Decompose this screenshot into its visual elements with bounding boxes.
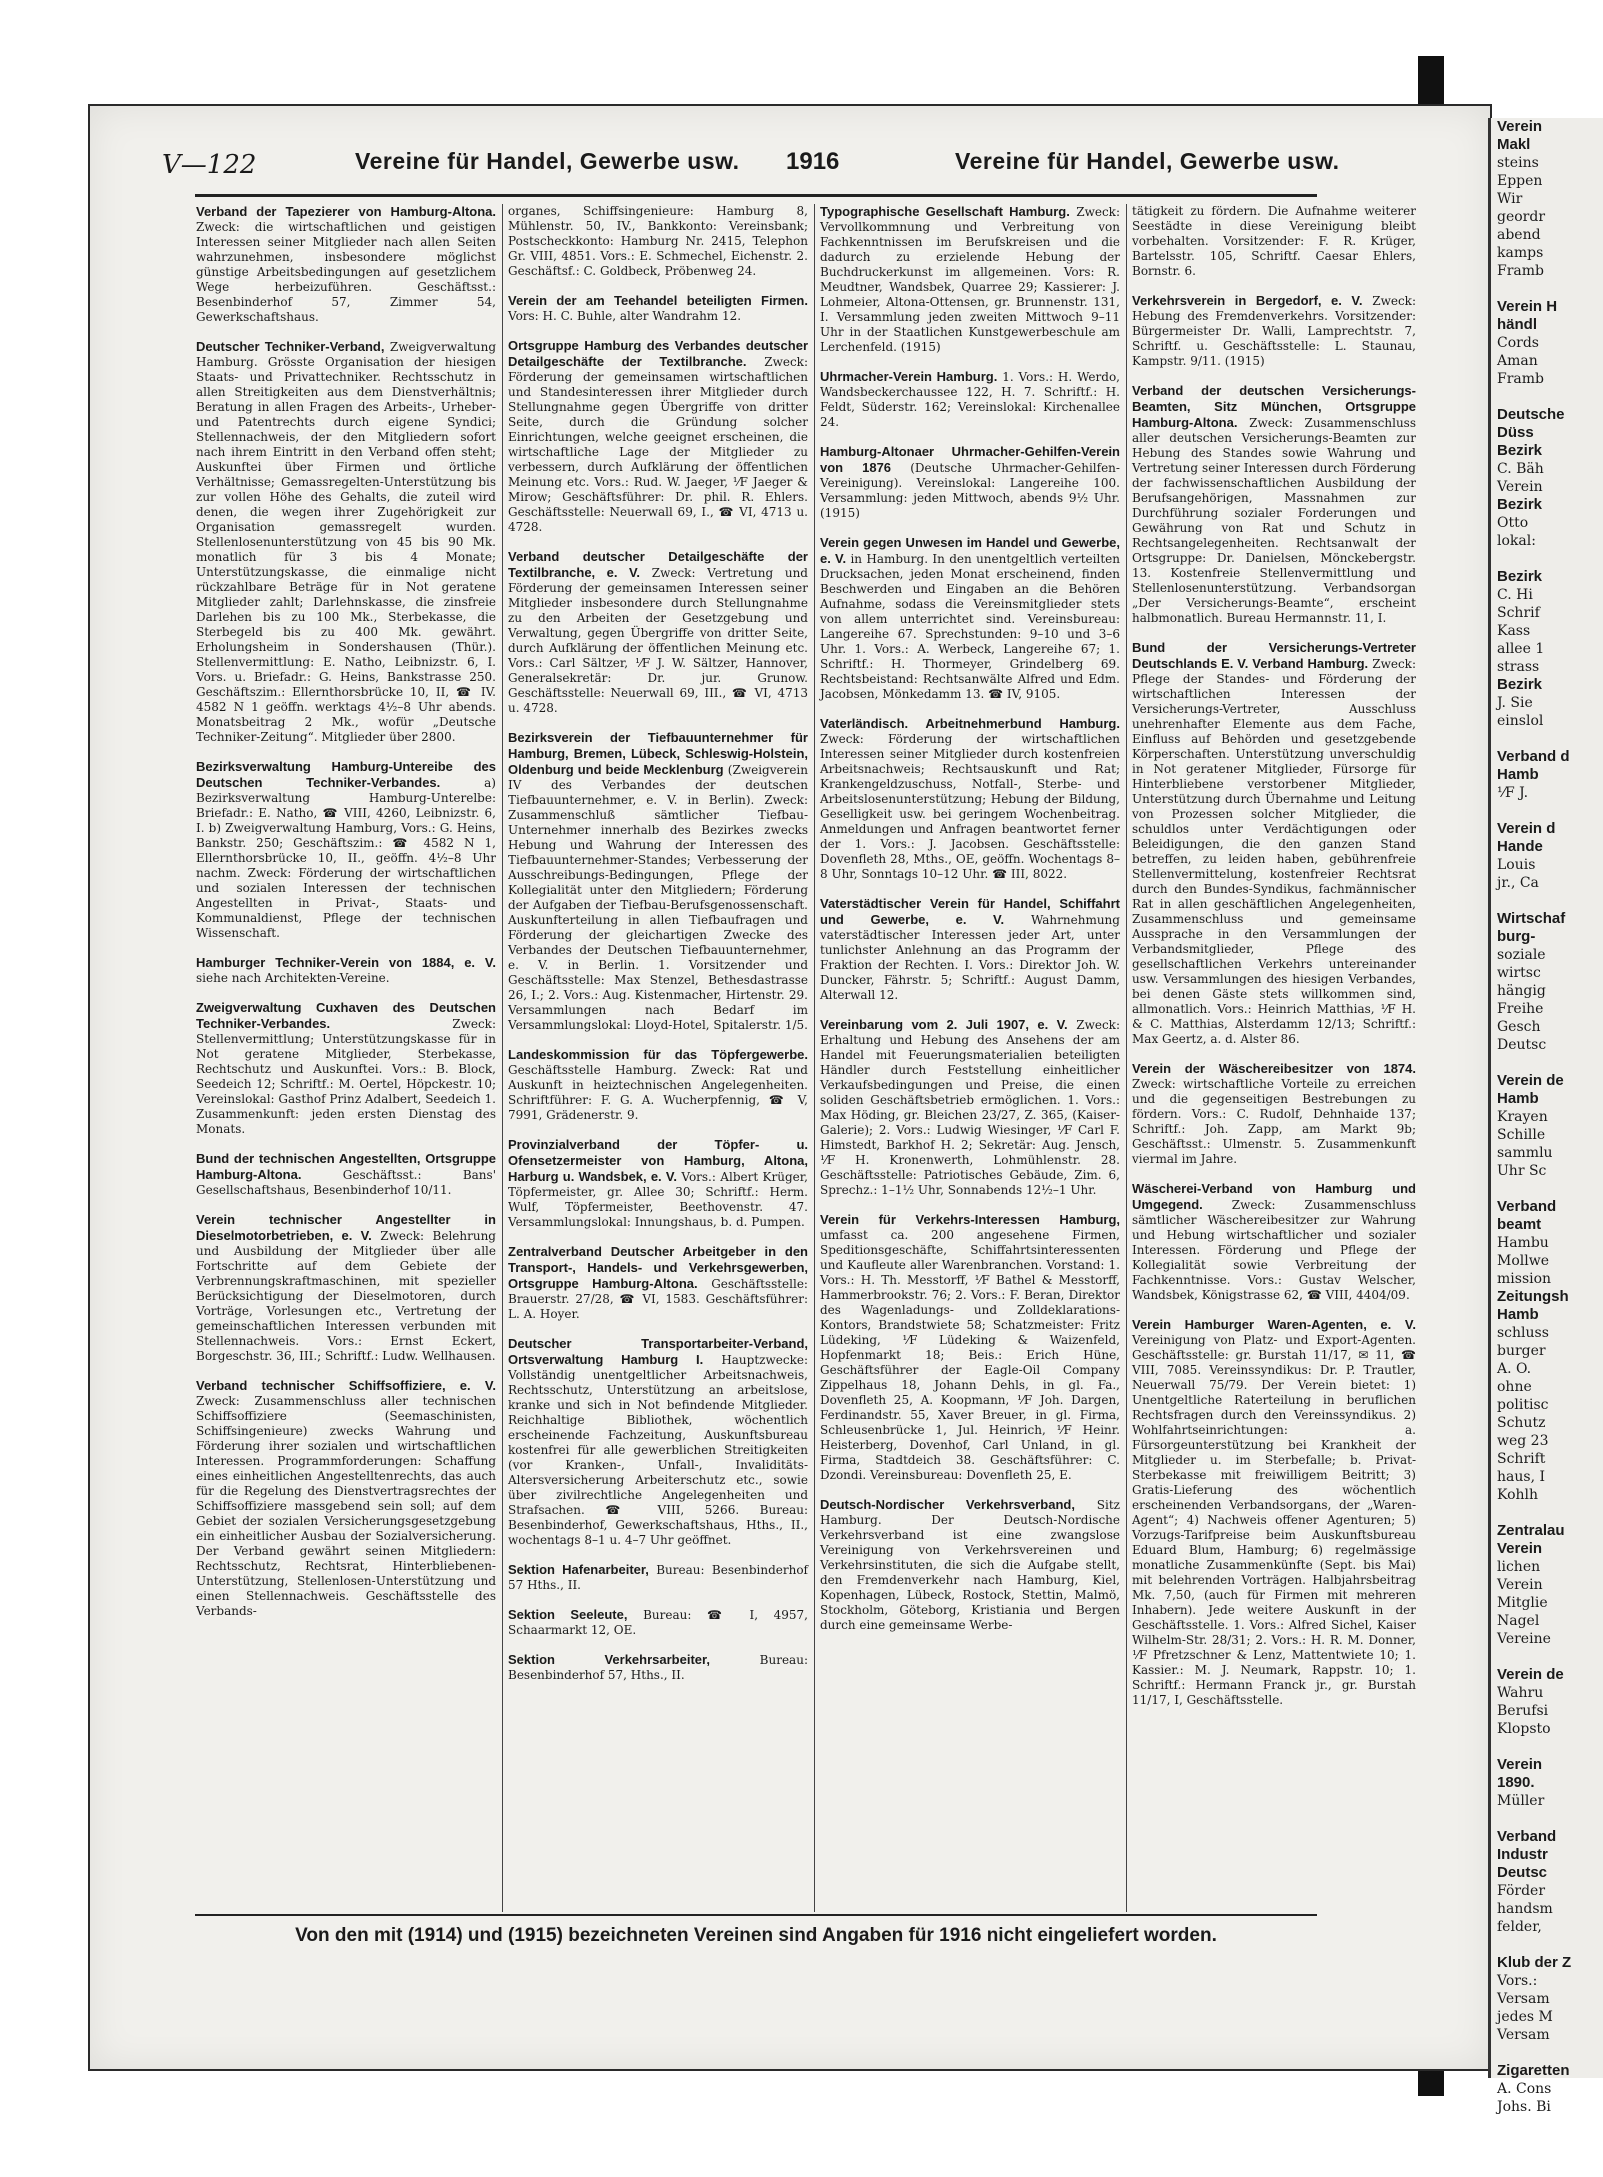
entry-text [508, 1137, 808, 1230]
entry-text [1132, 204, 1416, 279]
facing-page-line: Düss [1497, 424, 1534, 441]
entry-body: organes, Schiffsingenieure: Hamburg 8, Mühlenstr. 50, IV., Bankkonto: Vereinsbank; Postscheckkonto: Hamburg Nr. 2415, Telephon Gr. VIII, 4851. Vors.: E. Schmechel, Eichenstr. 2. Geschäftsf.: C. Goldbeck, Pröbenweg 24. [508, 204, 808, 278]
facing-page-line: Deutsc [1497, 1037, 1547, 1053]
directory-entry [1132, 1181, 1416, 1303]
facing-page-line: A. Cons [1497, 2081, 1552, 2097]
facing-page-line: Verein de [1497, 1072, 1564, 1089]
facing-page-line: strass [1497, 659, 1540, 675]
entry-title: Bezirksverwaltung Hamburg-Untereibe des Deutschen Techniker-Verbandes. [196, 759, 496, 790]
facing-page-line: Uhr Sc [1497, 1163, 1547, 1179]
facing-page-line: Zigaretten [1497, 2062, 1570, 2079]
facing-page-line: Schille [1497, 1127, 1546, 1143]
facing-page-line: Cords [1497, 335, 1539, 351]
page-number: V—122 [162, 150, 257, 180]
entry-text [196, 1000, 496, 1137]
facing-page-line: händl [1497, 316, 1537, 333]
facing-page-line: C. Bäh [1497, 461, 1544, 477]
entry-title: Verein technischer Angestellter in Dieselmotorbetrieben, e. V. [196, 1212, 496, 1243]
footer-note: Von den mit (1914) und (1915) bezeichneten Vereinen sind Angaben für 1916 nicht eingeliefert worden. [295, 1925, 1217, 1946]
entry-text [1132, 383, 1416, 626]
facing-page-line: jr., Ca [1497, 875, 1539, 891]
facing-page-line: Schrif [1497, 605, 1540, 621]
page-year: 1916 [786, 148, 840, 175]
facing-page-line: Hamb [1497, 1090, 1539, 1107]
facing-page-line: Verein [1497, 1756, 1543, 1773]
directory-entry [1132, 1317, 1416, 1708]
facing-page-line: einslol [1497, 713, 1544, 729]
facing-page-line [1491, 1648, 1603, 1666]
facing-page-line: Zentralau [1497, 1522, 1565, 1539]
facing-page-line: Nagel [1497, 1613, 1540, 1629]
facing-page-line: Kohlh [1497, 1487, 1539, 1503]
running-title-left: Vereine für Handel, Gewerbe usw. [355, 148, 740, 174]
facing-page-line: J. Sie [1497, 695, 1533, 711]
entry-text [820, 1212, 1120, 1483]
entry-body: Zweck: Vertretung und Förderung der gemeinsamen Interessen seiner Mitglieder insbesondere durch Stellungnahme zu den Arbeiten der Gesetzgebung und Verwaltung, gegen Übergriffe von dritter Seite, durch Aufklärung der öffentlichen Meinung etc. Vors.: Carl Sältzer, ⅟F J. W. Sältzer, Hannover, Generalsekretär: Dr. jur. Grunow. Geschäftsstelle: Neuerwall 69, III., ☎ VI, 4713 u. 4728. [508, 566, 808, 715]
facing-page-line: Verband [1497, 1828, 1557, 1845]
facing-page-line: ⅟F J. [1497, 785, 1529, 801]
entry-title: Hamburg-Altonaer Uhrmacher-Gehilfen-Verein von 1876 [820, 444, 1120, 475]
entry-body: Zweck: wirtschaftliche Vorteile zu erreichen und die gegenseitigen Bestrebungen zu fördern. Vors.: C. Rudolf, Dehnhaide 137; Schriftf.: Joh. Zapp, am Markt 9b; Geschäftsst.: Ulmenstr. 5. Zusammenkunft viermal im Jahre. [1132, 1077, 1416, 1166]
directory-entry [820, 369, 1120, 430]
facing-page-line: Versam [1497, 2027, 1550, 2043]
facing-page-line: ohne [1497, 1379, 1532, 1395]
column-divider [1126, 204, 1127, 1912]
facing-page-line: Deutsche [1497, 406, 1565, 423]
directory-entry [196, 759, 496, 941]
entry-body: Geschäftsst.: Bans' Gesellschaftshaus, Besenbinderhof 10/11. [196, 1168, 496, 1197]
entry-title: Provinzialverband der Töpfer- u. Ofensetzermeister von Hamburg, Altona, Harburg u. Wandsbek, e. V. [508, 1137, 808, 1184]
facing-page-line: Kass [1497, 623, 1531, 639]
entry-text [820, 1017, 1120, 1198]
entry-body: in Hamburg. In den unentgeltlich verteilten Drucksachen, jeden Monat erscheinend, finden Beschwerden und Eingaben an die Behören Aufnahme, sodass die Vereinsmitglieder stets von allem unterrichtet sind. Vereinsbureau: Langereihe 67. Sprechstunden: 9–10 und 3–6 Uhr. 1. Vors.: A. Werbeck, Langereihe 67; 1. Schriftf.: H. Thormeyer, Grindelberg 69. Rechtsbeistand: Rechtsanwälte Alfred und Edm. Jacobsen, Mönkedamm 13. ☎ IV, 9105. [820, 552, 1120, 701]
directory-entry [820, 896, 1120, 1003]
facing-page-line: Bezirk [1497, 496, 1543, 513]
entry-body: Zweck: Belehrung und Ausbildung der Mitglieder über alle Fortschritte auf dem Gebiete der Verbrennungskraftmaschinen, mit spezieller Berücksichtigung der Dieselmotoren, durch Vorträge, Vorlesungen etc., Vertretung der gemeinschaftlichen Interessen verbunden mit Stellennachweis. Vors.: Ernst Eckert, Borgeschstr. 36, III.; Schriftf.: Ludw. Wellhausen. [196, 1229, 496, 1363]
entry-title: Deutsch-Nordischer Verkehrsverband, [820, 1497, 1075, 1512]
facing-page-line: burger [1497, 1343, 1546, 1359]
facing-page-line: felder, [1497, 1919, 1542, 1935]
facing-page-line [1491, 730, 1603, 748]
entry-title: Sektion Verkehrsarbeiter, [508, 1652, 710, 1667]
facing-page-line: beamt [1497, 1216, 1542, 1233]
entry-title: Verband der deutschen Versicherungs-Beamten, Sitz München, Ortsgruppe Hamburg-Altona. [1132, 383, 1416, 430]
entry-body: Zweck: die wirtschaftlichen und geistigen Interessen seiner Mitglieder nach allen Seiten wahrzunehmen, insbesondere möglichst günstige Arbeitsbedingungen auf gesetzlichem Wege herbeizuführen. Geschäftsst.: Besenbinderhof 57, Zimmer 54, Gewerkschaftshaus. [196, 220, 496, 324]
facing-page-line: soziale [1497, 947, 1546, 963]
facing-page-line [1491, 1180, 1603, 1198]
facing-page-line: Bezirk [1497, 442, 1543, 459]
entry-text [508, 1047, 808, 1123]
directory-entry [196, 1000, 496, 1137]
facing-page-line: handsm [1497, 1901, 1553, 1917]
facing-page-line: Schutz [1497, 1415, 1546, 1431]
facing-page-line: jedes M [1497, 2009, 1553, 2025]
entry-body: (Zweigverein IV des Verbandes der deutschen Tiefbauunternehmer, e. V. in Berlin). Zweck: Zusammenschluß sämtlicher Tiefbau-Unternehmer innerhalb des Bezirkes zwecks Hebung und Wahrung der Interessen des Tiefbauunternehmer-Standes; Verbesserung der Ausschreibungs-Bedingungen, Pflege der Kollegialität unter den Mitgliedern; Förderung der Aufgaben der Tiefbau-Berufsgenossenschaft. Auskunfterteilung in allen Tiefbaufragen und Förderung der gleichartigen Zwecke des Verbandes der Deutschen Tiefbauunternehmer, e. V. in Berlin. 1. Vorsitzender und Geschäftsstelle: Max Stenzel, Bethesdastrasse 26, I.; 2. Vors.: Aug. Kistenmacher, Hirtenstr. 29. Versammlungen nach Bedarf im Versammlungslokal: Lloyd-Hotel, Spitalerstr. 1/5. [508, 763, 808, 1032]
directory-entry [1132, 204, 1416, 279]
entry-text [196, 1378, 496, 1619]
directory-entry [508, 730, 808, 1033]
directory-entry [508, 1562, 808, 1593]
facing-page-line: Verein [1497, 118, 1543, 135]
entry-text [820, 716, 1120, 882]
directory-entry [1132, 640, 1416, 1047]
entry-title: Vaterländisch. Arbeitnehmerbund Hamburg. [820, 716, 1120, 731]
directory-entry [508, 1047, 808, 1123]
facing-page-line: Krayen [1497, 1109, 1548, 1125]
entry-text [820, 204, 1120, 355]
entry-title: Deutscher Techniker-Verband, [196, 339, 385, 354]
facing-page-line: Klopsto [1497, 1721, 1551, 1737]
entry-title: Vaterstädtischer Verein für Handel, Schiffahrt und Gewerbe, e. V. [820, 896, 1120, 927]
entry-title: Vereinbarung vom 2. Juli 1907, e. V. [820, 1017, 1068, 1032]
facing-page-line: weg 23 [1497, 1433, 1549, 1449]
entry-title: Uhrmacher-Verein Hamburg. [820, 369, 998, 384]
entry-title: Typographische Gesellschaft Hamburg. [820, 204, 1070, 219]
entry-title: Bund der Versicherungs-Vertreter Deutschlands E. V. Verband Hamburg. [1132, 640, 1416, 671]
facing-page-line: Verband d [1497, 748, 1570, 765]
entry-text [508, 1607, 808, 1638]
entry-body: Zweck: Zusammenschluss aller deutschen Versicherungs-Beamten zur Hebung des Standes sowie Wahrung und Vertretung seiner Interessen durch Förderung der fachwissenschaftlichen Ausbildung der Berufsangehörigen, Massnahmen zur Durchführung sozialer Forderungen und Gewährung von Rat und Schutz in Rechtsangelegenheiten. Rechtsanwalt der Ortsgruppe: Dr. Danielsen, Mönckebergstr. 13. Kostenfreie Stellenvermittlung und Stellenlosenunterstützung. Verbandsorgan „Der Versicherungs-Beamte“, erscheint halbmonatlich. Bureau Hermannstr. 11, I. [1132, 416, 1416, 625]
entry-body: umfasst ca. 200 angesehene Firmen, Speditionsgeschäfte, Schiffahrtsinteressenten und Kaufleute aller Warenbranchen. Vorstand: 1. Vors.: H. Th. Messtorff, ⅟F Bathel & Messtorff, Hammerbrookstr. 76; 2. Vors.: F. Beran, Direktor des Wagenladungs- und Zolldeklarations-Kontors, Brandstwiete 58; Schatzmeister: Fritz Lüdeking, ⅟F Lüdeking & Waizenfeld, Hopfenmarkt 18; Beis.: Erich Hüne, Geschäftsführer der Eagle-Oil Company Zippelhaus 18, Johann Dehls, in gl. Fa., Dovenfleth 25, A. Koopmann, ⅟F Joh. Dargen, Ferdinandstr. 55, Xaver Breuer, in gl. Firma, Schleusenbrücke 1, Jul. Heinrich, ⅟F Heinr. Heisterberg, Dovenhof, Carl Unland, in gl. Firma, Stadtdeich 38. Geschäftsführer: C. Dzondi. Vereinsbureau: Dovenfleth 25, E. [820, 1228, 1120, 1482]
facing-page-line: Verband [1497, 1198, 1557, 1215]
facing-page-line: Makl [1497, 136, 1531, 153]
facing-page-line [1491, 1810, 1603, 1828]
directory-entry [508, 549, 808, 716]
entry-title: Verband deutscher Detailgeschäfte der Textilbranche, e. V. [508, 549, 808, 580]
entry-body: Zweck: Vervollkommnung und Verbreitung von Fachkenntnissen im Berufskreisen und die dadurch zu erzielende Hebung der Buchdruckerkunst im allgemeinen. Vors: R. Meudtner, Wandsbek, Quarree 29; Kassierer: J. Lohmeier, Altona-Ottensen, gr. Brunnenstr. 131, I. Versammlung jeden zweiten Mittwoch 9–11 Uhr in der Staatlichen Kunstgewerbeschule am Lerchenfeld. (1915) [820, 205, 1120, 354]
facing-page-line: Industr [1497, 1846, 1548, 1863]
facing-page-line [1491, 1054, 1603, 1072]
facing-page-line: Wirtschaf [1497, 910, 1566, 927]
directory-entry [508, 338, 808, 535]
entry-title: Deutscher Transportarbeiter-Verband, Ortsverwaltung Hamburg I. [508, 1336, 808, 1367]
facing-page-line: politisc [1497, 1397, 1549, 1413]
facing-page-line: kamps [1497, 245, 1544, 261]
entry-title: Bund der technischen Angestellten, Ortsgruppe Hamburg-Altona. [196, 1151, 496, 1182]
entry-title: Sektion Seeleute, [508, 1607, 628, 1622]
facing-page-line: Hambu [1497, 1235, 1549, 1251]
entry-text [508, 338, 808, 535]
entry-body: Zweck: Zusammenschluss sämtlicher Wäschereibesitzer zur Wahrung und Hebung wirtschaftlicher und sozialer Interessen. Förderung und Pflege der Kollegialität sowie Verbreitung der Fachkenntnisse. Vors.: Gustav Welscher, Wandsbek, Königstrasse 62, ☎ VIII, 4404/09. [1132, 1198, 1416, 1302]
entry-text [820, 1497, 1120, 1633]
entry-text [820, 535, 1120, 702]
facing-page-line: Otto [1497, 515, 1529, 531]
entry-text [820, 444, 1120, 521]
entry-body: Zweck: Stellenvermittlung; Unterstützungskasse für in Not geratene Mitglieder, Sterbekasse, Rechtschutz und Auskunftei. Vors.: B. Block, Seedeich 12; Schriftf.: M. Oertel, Höpckestr. 10; Vereinslokal: Gasthof Prinz Adalbert, Seedeich 1. Zusammenkunft: jeden ersten Dienstag des Monats. [196, 1017, 496, 1136]
entry-body: tätigkeit zu fördern. Die Aufnahme weiterer Seestädte in diese Vereinigung bleibt vorbehalten. Vorsitzender: F. R. Krüger, Bartelsstr. 105, Schriftf. Caesar Ehlers, Bornstr. 6. [1132, 204, 1416, 278]
entry-body: Vors: H. C. Buhle, alter Wandrahm 12. [508, 309, 742, 323]
facing-page-line: abend [1497, 227, 1541, 243]
entry-title: Verein der am Teehandel beteiligten Firmen. [508, 293, 808, 308]
column-divider [814, 204, 815, 1912]
entry-text [820, 896, 1120, 1003]
entry-body: a) Bezirksverwaltung Hamburg-Unterelbe: Briefadr.: E. Natho, ☎ VIII, 4260, Leibnizstr. 6, I. b) Zweigverwaltung Hamburg, Vors.: G. Heins, Bankstr. 250; Geschäftszim.: ☎ 4582 N 1, Ellernthorsbrücke 10, II., geöffn. 4½–8 Uhr nachm. Zweck: Förderung der wirtschaftlichen und sozialen Interessen der technischen Angestellten in Privat-, Staats- und Kommunaldienst, Pflege der technischen Wissenschaft. [196, 776, 496, 940]
facing-page-line [1491, 1936, 1603, 1954]
entry-body: Bureau: Besenbinderhof 57, Hths., II. [508, 1653, 808, 1682]
facing-page-line: Aman [1497, 353, 1538, 369]
directory-entry [820, 716, 1120, 882]
facing-page-line: wirtsc [1497, 965, 1541, 981]
entry-title: Verein für Verkehrs-Interessen Hamburg, [820, 1212, 1120, 1227]
entry-body: Zweck: Förderung der gemeinsamen wirtschaftlichen und Standesinteressen ihrer Mitglieder durch Stellungnahme gegen Übergriffe von dritter Seite, durch die Gründung solcher Einrichtungen, welche geeignet erscheinen, die wirtschaftliche Lage der Mitglieder zu verbessern, durch Aufklärung der öffentlichen Meinung etc. Vors.: Rud. W. Jaeger, ⅟F Jaeger & Mirow; Geschäftsführer: Dr. phil. R. Ehlers. Geschäftsstelle: Neuerwall 69, I., ☎ VI, 4713 u. 4728. [508, 355, 808, 534]
entry-text [196, 204, 496, 325]
entry-title: Verein Hamburger Waren-Agenten, e. V. [1132, 1317, 1416, 1332]
facing-page-line: Verein de [1497, 1666, 1564, 1683]
entry-title: Zweigverwaltung Cuxhaven des Deutschen Techniker-Verbandes. [196, 1000, 496, 1031]
entry-text [1132, 1181, 1416, 1303]
facing-page-line: A. O. [1497, 1361, 1532, 1377]
text-column-4 [1132, 204, 1416, 1910]
text-column-2 [508, 204, 808, 1910]
facing-page-line: Bezirk [1497, 568, 1543, 585]
entry-text [1132, 1317, 1416, 1708]
facing-page-line: Johs. Bi [1497, 2099, 1551, 2115]
entry-title: Verband der Tapezierer von Hamburg-Altona. [196, 204, 496, 219]
facing-page-line [1491, 280, 1603, 298]
facing-page-line: Freihe [1497, 1001, 1544, 1017]
entry-text [196, 339, 496, 745]
entry-text [508, 730, 808, 1033]
entry-title: Zentralverband Deutscher Arbeitgeber in den Transport-, Handels- und Verkehrsgewerben, Ortsgruppe Hamburg-Altona. [508, 1244, 808, 1291]
entry-body: Zweck: Förderung der wirtschaftlichen Interessen seiner Mitglieder durch kostenfreien Arbeitsnachweis; Rechtsauskunft und Rat; Krankengeldzuschuss, Notfall-, Sterbe- und Arbeitslosenunterstützung; Hebung der Bildung, Geselligkeit usw. bei geringem Wochenbeitrag. Anmeldungen und Anfragen beantwortet ferner der 1. Vors.: J. Jacobsen. Geschäftsstelle: Dovenfleth 28, Mths., OE, geöffn. Wochentags 8–8 Uhr, Sonntags 10–12 Uhr. ☎ III, 8022. [820, 732, 1120, 881]
entry-text [508, 293, 808, 324]
directory-entry [196, 1151, 496, 1198]
directory-entry [196, 204, 496, 325]
text-column-1 [196, 204, 496, 1910]
facing-page-line [1491, 388, 1603, 406]
facing-page-line: Hamb [1497, 766, 1539, 783]
entry-body: Hauptzwecke: Vollständig unentgeltlicher Arbeitsnachweis, Rechtsschutz, Unterstützung an arbeitslose, kranke und sich in Not befindende Mitglieder. Reichhaltige Bibliothek, wöchentlich erscheinende Fachzeitung, Auskunftsbureau kostenfrei für alle gewerblichen Streitigkeiten (vor Kranken-, Unfall-, Invaliditäts-Altersversicherung Arbeiterschutz etc., sowie über zivilrechtliche Angelegenheiten und Strafsachen. ☎ VIII, 5266. Bureau: Besenbinderhof, Gewerkschaftshaus, Hths., II., wochentags 8–1 u. 4–7 Uhr geöffnet. [508, 1353, 808, 1547]
directory-entry [820, 535, 1120, 702]
facing-page-line: mission [1497, 1271, 1552, 1287]
facing-page-line: geordr [1497, 209, 1546, 225]
directory-entry [1132, 293, 1416, 369]
entry-body: 1. Vors.: H. Werdo, Wandsbeckerchaussee 122, H. 7. Schriftf.: H. Feldt, Süderstr. 162; Vereinslokal: Kirchenallee 24. [820, 370, 1120, 429]
entry-body: (Deutsche Uhrmacher-Gehilfen-Vereinigung). Vereinslokal: Langereihe 100. Versammlung: jeden Mittwoch, abends 9½ Uhr. (1915) [820, 461, 1120, 520]
facing-page-line: Hande [1497, 838, 1543, 855]
facing-page-line: Gesch [1497, 1019, 1541, 1035]
facing-page-line: Verein d [1497, 820, 1556, 837]
facing-page-line: Louis [1497, 857, 1536, 873]
entry-body: Zweck: Pflege der Standes- und Förderung der wirtschaftlichen Interessen der Versicherungs-Vertreter, Ausschluss unehrenhafter Elemente aus dem Fache, Einfluss auf Behörden und gesetzgebende Körperschaften. Unterstützung unverschuldig in Not geratener Mitglieder, Fürsorge für Hinterbliebene verstorbener Mitglieder, Unterstützung durch Übernahme und Leitung von Prozessen solcher Mitglieder, die schuldlos unter Verdächtigungen oder Beleidigungen, die den ganzen Stand betreffen, zu leiden haben, gebührenfreie Stellenvermittelung, kostenfreier Rechtsrat durch den Bundes-Syndikus, fachmännischer Rat in allen geschäftlichen Angelegenheiten, Zusammenschluss und gemeinsame Aussprache in den Versammlungen der Verbandsmitglieder, Pflege des gesellschaftlichen Verkehrs untereinander usw. Versammlungen des hiesigen Verbandes, bei denen Gäste stets willkommen sind, allmonatlich. Vors.: Heinrich Matthias, ⅟F H. & C. Matthias, Alsterdamm 12/13; Schriftf.: Max Geertz, a. d. Alster 86. [1132, 657, 1416, 1046]
directory-entry [508, 1244, 808, 1322]
directory-entry [508, 204, 808, 279]
facing-page-line: Eppen [1497, 173, 1543, 189]
facing-page-line: schluss [1497, 1325, 1549, 1341]
facing-page-line: lichen [1497, 1559, 1541, 1575]
facing-page-line: Verein H [1497, 298, 1558, 315]
page-header [110, 148, 1340, 186]
entry-title: Verein gegen Unwesen im Handel und Gewerbe, e. V. [820, 535, 1120, 566]
directory-entry [820, 444, 1120, 521]
directory-entry [820, 1497, 1120, 1633]
facing-page-line: haus, I [1497, 1469, 1545, 1485]
directory-entry [508, 1652, 808, 1683]
entry-text [508, 204, 808, 279]
facing-page-line: Wahru [1497, 1685, 1544, 1701]
entry-text [820, 369, 1120, 430]
facing-page-line: Müller [1497, 1793, 1545, 1809]
directory-entry [820, 1212, 1120, 1483]
directory-entry [508, 1137, 808, 1230]
entry-title: Ortsgruppe Hamburg des Verbandes deutscher Detailgeschäfte der Textilbranche. [508, 338, 808, 369]
entry-title: Verkehrsverein in Bergedorf, e. V. [1132, 293, 1363, 308]
facing-page-line: Verein [1497, 1540, 1543, 1557]
entry-text [1132, 640, 1416, 1047]
facing-page-line: Deutsc [1497, 1864, 1548, 1881]
entry-body: Zweck: Erhaltung und Hebung des Ansehens der am Handel mit Feuerungsmaterialien beteiligten Händler durch Feststellung einheitlicher Verkaufsbedingungen und Preise, die einen soliden Geschäftsbetrieb ermöglichen. 1. Vors.: Max Höding, gr. Bleichen 23/27, Z. 365, (Kaiser-Galerie); 2. Vors.: Ludwig Wiesinger, ⅟F Carl F. Himstedt, Barkhof H. 2; Sekretär: Aug. Jensch, ⅟F H. Kronenwerth, Lohmühlenstr. 28. Geschäftsstelle: Patriotisches Gebäude, Zim. 6, Sprechz.: 1–1½ Uhr, Sonnabends 12½–1 Uhr. [820, 1018, 1120, 1197]
header-rule [195, 194, 1317, 197]
facing-page-line: Bezirk [1497, 676, 1543, 693]
directory-entry [1132, 383, 1416, 626]
footer-rule [195, 1914, 1317, 1916]
facing-page-line: Klub der Z [1497, 1954, 1572, 1971]
facing-page-line: Verein [1497, 479, 1543, 495]
directory-entry [508, 1607, 808, 1638]
facing-page-line: sammlu [1497, 1145, 1553, 1161]
facing-page-line: Zeitungsh [1497, 1288, 1569, 1305]
entry-title: Landeskommission für das Töpfergewerbe. [508, 1047, 808, 1062]
facing-page-line: Vors.: [1497, 1973, 1538, 1989]
facing-page-line: Verein [1497, 1577, 1543, 1593]
entry-body: Vereinigung von Platz- und Export-Agenten. Geschäftsstelle: gr. Burstah 11/17, ✉ 11, ☎ VIII, 7085. Vereinssyndikus: Dr. P. Trautler, Neuerwall 75/79. Der Verein bietet: 1) Unentgeltliche Raterteilung in beruflichen Rechtsfragen durch den Vereinssyndikus. 2) Wohlfahrtseinrichtungen: a. Fürsorgeunterstützung bei Krankheit der Mitglieder u. im Sterbefalle; b. Privat-Sterbekasse mit freiwilligem Beitritt; 3) Gratis-Lieferung des wöchentlich erscheinenden Verbandsorgans, der „Waren-Agent“; 4) Nachweis offener Agenturen; 5) Vorzugs-Tarifpreise beim Auskunftsbureau Eduard Blum, Hamburg; 6) regelmässige monatliche Zusammenkünfte (Sept. bis Mai) mit belehrenden Vorträgen. Halbjahrsbeitrag Mk. 7,50, (auch für Firmen mit mehreren Inhabern). Jede weitere Auskunft in der Geschäftsstelle. 1. Vors.: Alfred Sichel, Kaiser Wilhelm-Str. 28/31; 2. Vors.: H. R. M. Donner, ⅟F Pfretzschner & Lenz, Mattentwiete 10; 1. Kassier.: M. J. Neumark, Rappstr. 10; 1. Schriftf.: Hermann Franck jr., gr. Burstah 11/17, I, Geschäftsstelle. [1132, 1333, 1416, 1707]
directory-entry [508, 1336, 808, 1548]
facing-page-line: allee 1 [1497, 641, 1545, 657]
entry-body: Geschäftsstelle Hamburg. Zweck: Rat und Auskunft in heiztechnischen Angelegenheiten. Schriftführer: F. G. A. Wucherpfennig, ☎ V, 7991, Grädenerstr. 9. [508, 1063, 808, 1122]
facing-page-line [1491, 802, 1603, 820]
directory-entry [820, 204, 1120, 355]
facing-page-line: Förder [1497, 1883, 1546, 1899]
facing-page-line: lokal: [1497, 533, 1536, 549]
facing-page-line [1491, 1738, 1603, 1756]
facing-page-line: 1890. [1497, 1774, 1535, 1791]
facing-page-fragment [1488, 118, 1603, 2115]
entry-body: Zweck: Zusammenschluss aller technischen Schiffsoffiziere (Seemaschinisten, Schiffsingenieure) zwecks Wahrung und Förderung ihrer sozialen und wirtschaftlichen Interessen. Programmforderungen: Schaffung eines einheitlichen Angestelltenrechts, das auch für die Regelung des Dienstvertragsrechtes der Schiffsoffiziere massgebend sein soll; auf dem Gebiet der sozialen Versicherungsgesetzgebung ein einheitlicher Ausbau der Sozialversicherung. Der Verband gewährt seinen Mitgliedern: Rechtsschutz, Rechtsrat, Hinterbliebenen-Unterstützung, Stellenlosen-Unterstützung und einen Stellennachweis. Geschäftsstelle des Verbands- [196, 1394, 496, 1618]
entry-text [196, 1212, 496, 1364]
entry-text [508, 1336, 808, 1548]
entry-text [508, 1562, 808, 1593]
entry-text [508, 549, 808, 716]
directory-entry [196, 1212, 496, 1364]
facing-page-line: Hamb [1497, 1306, 1539, 1323]
facing-page-line: Framb [1497, 263, 1544, 279]
entry-body: Sitz Hamburg. Der Deutsch-Nordische Verkehrsverband ist eine zwangslose Vereinigung von Verkehrsvereinen und Verkehrsinstituten, die sich die Aufgabe stellt, den Fremdenverkehr nach Hamburg, Kiel, Kopenhagen, Lübeck, Rostock, Stettin, Malmö, Stockholm, Göteborg, Kristiania und Bergen durch eine gemeinsame Werbe- [820, 1498, 1120, 1632]
entry-body: Zweigverwaltung Hamburg. Grösste Organisation der hiesigen Staats- und Privattechniker. Rechtsschutz in allen Streitigkeiten aus dem Dienstverhältnis; Beratung in allen Fragen des Arbeits-, Urheber- und Patentrechts durch eigene Syndici; Stellennachweis, der den Mitgliedern sofort nach ihrem Eintritt in den Verband offen steht; Auskunftei über Firmen und örtliche Verhältnisse; Gemassregelten-Unterstützung bis zur vollen Höhe des Gehalts, die zuteil wird denen, die wegen ihrer Zugehörigkeit zur Organisation gemassregelt wurden. Stellenlosenunterstützung von 45 bis 90 Mk. monatlich für 3 bis 4 Monate; Unterstützungskasse, die einmalige nicht rückzahlbare Beträge für in Not geratene Mitglieder zahlt; Darlehnskasse, die zinsfreie Darlehen bis zu 100 Mk., Sterbekasse, die Sterbegeld bis zu 400 Mk. gewährt. Erholungsheim in Sondershausen (Thür.). Stellenvermittlung: E. Natho, Leibnizstr. 6, I. Vors. u. Briefadr.: G. Heins, Bankstrasse 250. Geschäftszim.: Ellernthorsbrücke 10, II, ☎ IV. 4582 N 1 geöffn. werktags 4½–8 Uhr abends. Monatsbeitrag 2 Mk., wofür „Deutsche Techniker-Zeitung“. Mitglieder über 2800. [196, 340, 496, 744]
column-divider [502, 204, 503, 1912]
entry-body: Bureau: ☎ I, 4957, Schaarmarkt 12, OE. [508, 1608, 808, 1637]
entry-text [196, 1151, 496, 1198]
entry-text [508, 1652, 808, 1683]
directory-entry [508, 293, 808, 324]
facing-page-line [1491, 892, 1603, 910]
directory-entry [196, 955, 496, 986]
facing-page-line [1491, 2044, 1603, 2062]
entry-title: Verein der Wäschereibesitzer von 1874. [1132, 1061, 1416, 1076]
facing-page-line: Mollwe [1497, 1253, 1549, 1269]
entry-text [1132, 293, 1416, 369]
facing-page-line: steins [1497, 155, 1539, 171]
entry-body: Bureau: Besenbinderhof 57 Hths., II. [508, 1563, 808, 1592]
entry-title: Bezirksverein der Tiefbauunternehmer für Hamburg, Bremen, Lübeck, Schleswig-Holstein, Oldenburg und beide Mecklenburg [508, 730, 808, 777]
entry-title: Verband technischer Schiffsoffiziere, e. V. [196, 1378, 496, 1393]
entry-title: Hamburger Techniker-Verein von 1884, e. V. [196, 955, 496, 970]
entry-text [196, 955, 496, 986]
facing-page-line [1491, 550, 1603, 568]
directory-entry [196, 1378, 496, 1619]
entry-body: Geschäftsstelle: Brauerstr. 27/28, ☎ VI, 1583. Geschäftsführer: L. A. Hoyer. [508, 1277, 808, 1321]
facing-page-line: Mitglie [1497, 1595, 1548, 1611]
facing-page-line: Framb [1497, 371, 1544, 387]
facing-page-line: Schrift [1497, 1451, 1546, 1467]
facing-page-line: Vereine [1497, 1631, 1551, 1647]
directory-entry [196, 339, 496, 745]
facing-page-line: Wir [1497, 191, 1523, 207]
facing-page-line [1491, 1504, 1603, 1522]
entry-body: Zweck: Hebung des Fremdenverkehrs. Vorsitzender: Bürgermeister Dr. Walli, Lamprechtstr. 7, Schriftf. u. Geschäftsstelle: L. Staunau, Kampstr. 9/11. (1915) [1132, 294, 1416, 368]
facing-page-line: C. Hi [1497, 587, 1533, 603]
facing-page-line: hängig [1497, 983, 1546, 999]
entry-title: Wäscherei-Verband von Hamburg und Umgegend. [1132, 1181, 1416, 1212]
facing-page-line: Versam [1497, 1991, 1550, 2007]
facing-page-line: burg- [1497, 928, 1536, 945]
text-column-3 [820, 204, 1120, 1910]
directory-entry [820, 1017, 1120, 1198]
facing-page-line: Berufsi [1497, 1703, 1549, 1719]
entry-text [508, 1244, 808, 1322]
entry-text [1132, 1061, 1416, 1167]
entry-body: Vors.: Albert Krüger, Töpfermeister, gr. Allee 30; Schriftf.: Herm. Wulf, Töpfermeister, Beethovenstr. 47. Versammlungslokal: Innungshaus, b. d. Pumpen. [508, 1170, 808, 1229]
directory-entry [1132, 1061, 1416, 1167]
entry-body: siehe nach Architekten-Vereine. [196, 971, 390, 985]
entry-title: Sektion Hafenarbeiter, [508, 1562, 649, 1577]
entry-body: Wahrnehmung vaterstädtischer Interessen jeder Art, unter tunlichster Anlehnung an das Programm der Fraktion der Rechten. I. Vors.: Direktor Joh. W. Duncker, Fährstr. 5; Schriftf.: August Damm, Alterwall 12. [820, 913, 1120, 1002]
entry-text [196, 759, 496, 941]
running-title-right: Vereine für Handel, Gewerbe usw. [955, 148, 1340, 174]
